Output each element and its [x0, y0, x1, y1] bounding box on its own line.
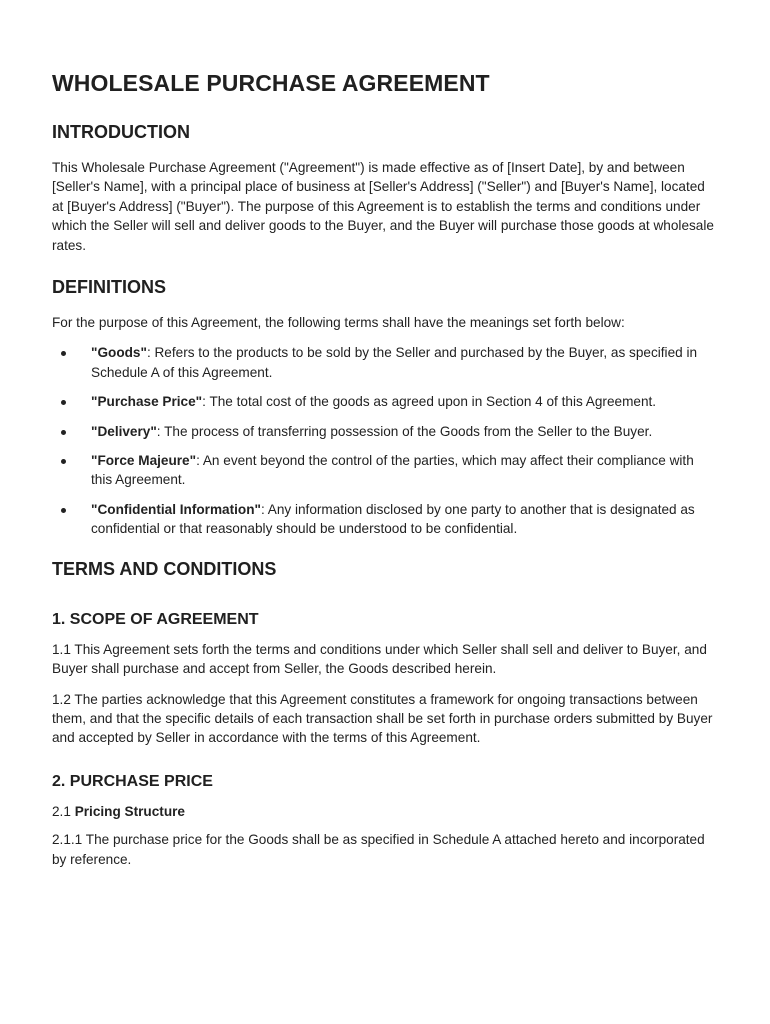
- definition-term: "Goods": [91, 345, 147, 361]
- definitions-list: [52, 343, 718, 538]
- pricing-structure-number: 2.1: [52, 803, 75, 819]
- scope-subsection: [52, 611, 718, 748]
- definition-item-confidential-information: [52, 500, 718, 539]
- price-subsection: [52, 773, 718, 869]
- definition-item-goods: [52, 343, 718, 382]
- definition-text: : Any information disclosed by one party to another that is designated as confidential or that reasonably should be understood to be confidential.: [91, 501, 695, 537]
- terms-heading: TERMS AND CONDITIONS: [52, 558, 277, 579]
- price-heading: 2. PURCHASE PRICE: [52, 772, 213, 790]
- definition-item-delivery: [52, 422, 718, 441]
- definition-text: : Refers to the products to be sold by the Seller and purchased by the Buyer, as specified in Schedule A of this Agreement.: [91, 345, 698, 380]
- definitions-intro: For the purpose of this Agreement, the following terms shall have the meanings set forth below:: [52, 315, 625, 331]
- definition-term: "Purchase Price": [91, 394, 203, 410]
- definition-text: : An event beyond the control of the parties, which may affect their compliance with this Agreement.: [91, 453, 694, 488]
- terms-section: [52, 559, 718, 869]
- definition-item-purchase-price: [52, 392, 718, 411]
- document-title: WHOLESALE PURCHASE AGREEMENT: [52, 70, 490, 96]
- definition-term: "Delivery": [91, 423, 157, 439]
- bullet-icon: [61, 459, 66, 464]
- scope-clause-1-2: 1.2 The parties acknowledge that this Agreement constitutes a framework for ongoing transactions between them, and that the specific details of each transaction shall be set forth in purchase orders submitted by Buyer and accepted by Seller in accordance with the terms of this Agreement.: [52, 691, 713, 746]
- definitions-heading: DEFINITIONS: [52, 277, 167, 298]
- definition-term: "Force Majeure": [91, 453, 197, 469]
- definitions-section: [52, 277, 718, 539]
- definition-item-force-majeure: [52, 451, 718, 490]
- pricing-structure-title: Pricing Structure: [74, 803, 185, 819]
- price-clause-2-1-1: 2.1.1 The purchase price for the Goods shall be as specified in Schedule A attached hereto and incorporated by reference.: [52, 832, 705, 867]
- definition-text: : The total cost of the goods as agreed upon in Section 4 of this Agreement.: [202, 394, 657, 410]
- bullet-icon: [61, 430, 66, 435]
- definition-text: : The process of transferring possession of the Goods from the Seller to the Buyer.: [156, 423, 653, 439]
- introduction-body: This Wholesale Purchase Agreement ("Agreement") is made effective as of [Insert Date], by and between [Seller's Name], with a principal place of business at [Seller's Address] ("Seller") and [Buyer's Name], located at [Buyer's Address] ("Buyer"). The purpose of this Agreement is to establish the terms and conditions under which the Seller will sell and deliver goods to the Buyer, and the Buyer will purchase those goods at wholesale rates.: [52, 160, 714, 253]
- definition-term: "Confidential Information": [91, 501, 261, 517]
- bullet-icon: [61, 351, 66, 356]
- bullet-icon: [61, 508, 66, 513]
- introduction-section: [52, 122, 718, 255]
- introduction-heading: INTRODUCTION: [52, 122, 190, 142]
- scope-heading: 1. SCOPE OF AGREEMENT: [52, 610, 259, 628]
- scope-clause-1-1: 1.1 This Agreement sets forth the terms and conditions under which Seller shall sell and deliver to Buyer, and Buyer shall purchase and accept from Seller, the Goods described herein.: [52, 641, 707, 677]
- bullet-icon: [61, 400, 66, 405]
- pricing-structure-heading: [52, 802, 718, 821]
